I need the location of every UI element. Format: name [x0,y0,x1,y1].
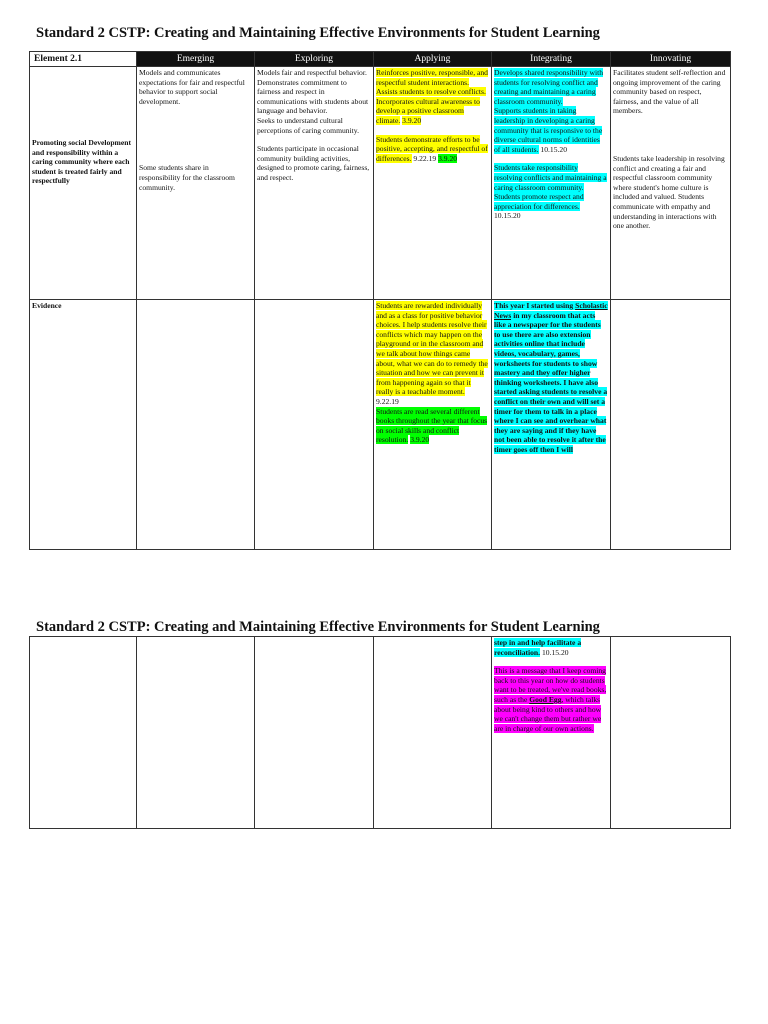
applying-text-1: Reinforces positive, responsible, and respectful student interactions. Assists students to resolve conflicts. [376,68,488,97]
applying-date-3: 3.9.20 [438,153,458,163]
col-header-emerging: Emerging [137,52,255,67]
rubric-table [29,51,731,550]
evidence-emerging [137,300,255,550]
exploring-text-1: Models fair and respectful behavior. Demonstrates commitment to fairness and respect in communications with students about language and behavior. [257,68,369,116]
cont-label [30,637,137,829]
integrating-text-2: Supports students in taking leadership in developing a caring community that is responsive to the diverse cultural norms of identities of all students. [494,106,603,154]
good-egg-text-post: , which talks about being kind to others and how we can't change them but rather we are in charge of our own actions. [494,694,602,733]
descriptor-row [30,67,731,300]
evidence-row [30,300,731,550]
innovating-text-1: Facilitates student self-reflection and ongoing improvement of the caring community based on respect, fairness, and the value of all members. [613,68,726,116]
good-egg-link[interactable]: Good Egg [529,694,562,704]
cell-exploring [255,67,374,300]
continued-row [30,637,731,829]
row-label-text: Promoting social Development and responsibility within a caring community where each student is treated fairly and respectfully [32,138,131,186]
evidence-applying [374,300,492,550]
cell-innovating [611,67,731,300]
col-header-exploring: Exploring [255,52,374,67]
cell-applying [374,67,492,300]
cont-emerging [137,637,255,829]
cont-exploring [255,637,374,829]
innovating-text-2: Students take leadership in resolving conflict and creating a fair and respectful classroom community where student's home culture is included and valued. Students communicate with empathy and understanding in interactions with one another. [613,153,725,231]
header-row [30,52,731,67]
cont-integrating [492,637,611,829]
integrating-text-3: Students take responsibility resolving conflicts and maintaining a caring classroom community. Students promote respect and appreciation for differences. [494,163,607,211]
evidence-applying-date-1: 9.22.19 [376,396,399,406]
evidence-integrating [492,300,611,550]
emerging-text-2: Some students share in responsibility for the classroom community. [139,163,235,192]
evidence-applying-text-2: Students are read several different books throughout the year that focus on social skills and conflict resolution. [376,406,488,445]
applying-date-2: 9.22.19 [413,153,437,163]
cell-emerging [137,67,255,300]
evidence-innovating [611,300,731,550]
cell-integrating [492,67,611,300]
scholastic-news-link[interactable]: Scholastic News [494,301,608,320]
evidence-applying-text-1: Students are rewarded individually and as a class for positive behavior choices. I help students resolve their conflicts which may happen on the playground or in the classroom and we talk about how things came about, what we can do to remedy the situation and how we can prevent it from happening again so that it really is a teachable moment. [376,301,488,397]
evidence-exploring [255,300,374,550]
cont-applying [374,637,492,829]
page2-title: Standard 2 CSTP: Creating and Maintaining Effective Environments for Student Learning [36,619,600,635]
rubric-table-continued [29,636,731,829]
cont-integrating-date: 10.15.20 [541,647,569,657]
element-label: Element 2.1 [30,52,137,67]
integrating-date-1: 10.15.20 [540,144,567,154]
row-label-evidence: Evidence [30,300,137,550]
exploring-text-3: Students participate in occasional community building activities, designed to promote caring, fairness, and respect. [257,144,370,182]
cont-integrating-text: step in and help facilitate a reconciliation. [494,638,582,657]
exploring-text-2: Seeks to understand cultural perceptions of caring community. [257,115,359,135]
good-egg-text-pre: This is a message that I keep coming back to this year on how do students want to be treated, we've read books, such as the [494,666,607,704]
integrating-date-2: 10.15.20 [494,211,521,221]
col-header-applying: Applying [374,52,492,67]
row-label-promoting [30,67,137,300]
cont-innovating [611,637,731,829]
evidence-integrating-pre: This year I started using [494,301,576,310]
page-title: Standard 2 CSTP: Creating and Maintaining Effective Environments for Student Learning [36,25,600,41]
applying-date-1: 3.9.20 [402,115,422,125]
applying-text-3: Students demonstrate efforts to be positive, accepting, and respectful of differences. [376,134,488,163]
evidence-integrating-post: in my classroom that acts like a newspaper for the students to use there are also extension activities online that include videos, vocabulary, games, worksheets for students to show mastery and they offer higher thinking worksheets. I have also started asking students to resolve a conflict on their own and will set a timer for them to talk in a place where I can see and overhear what they are saying and if they have not been able to resolve it after the timer goes off then I will [494,310,608,454]
emerging-text-1: Models and communicates expectations for fair and respectful behavior to support social development. [139,68,245,106]
applying-text-2: Incorporates cultural awareness to develop a positive classroom climate. [376,96,480,125]
evidence-applying-date-2: 3.9.20 [410,435,430,445]
col-header-innovating: Innovating [611,52,731,67]
integrating-text-1: Develops shared responsibility with students for resolving conflict and creating and maintaining a caring classroom community. [494,68,604,106]
col-header-integrating: Integrating [492,52,611,67]
